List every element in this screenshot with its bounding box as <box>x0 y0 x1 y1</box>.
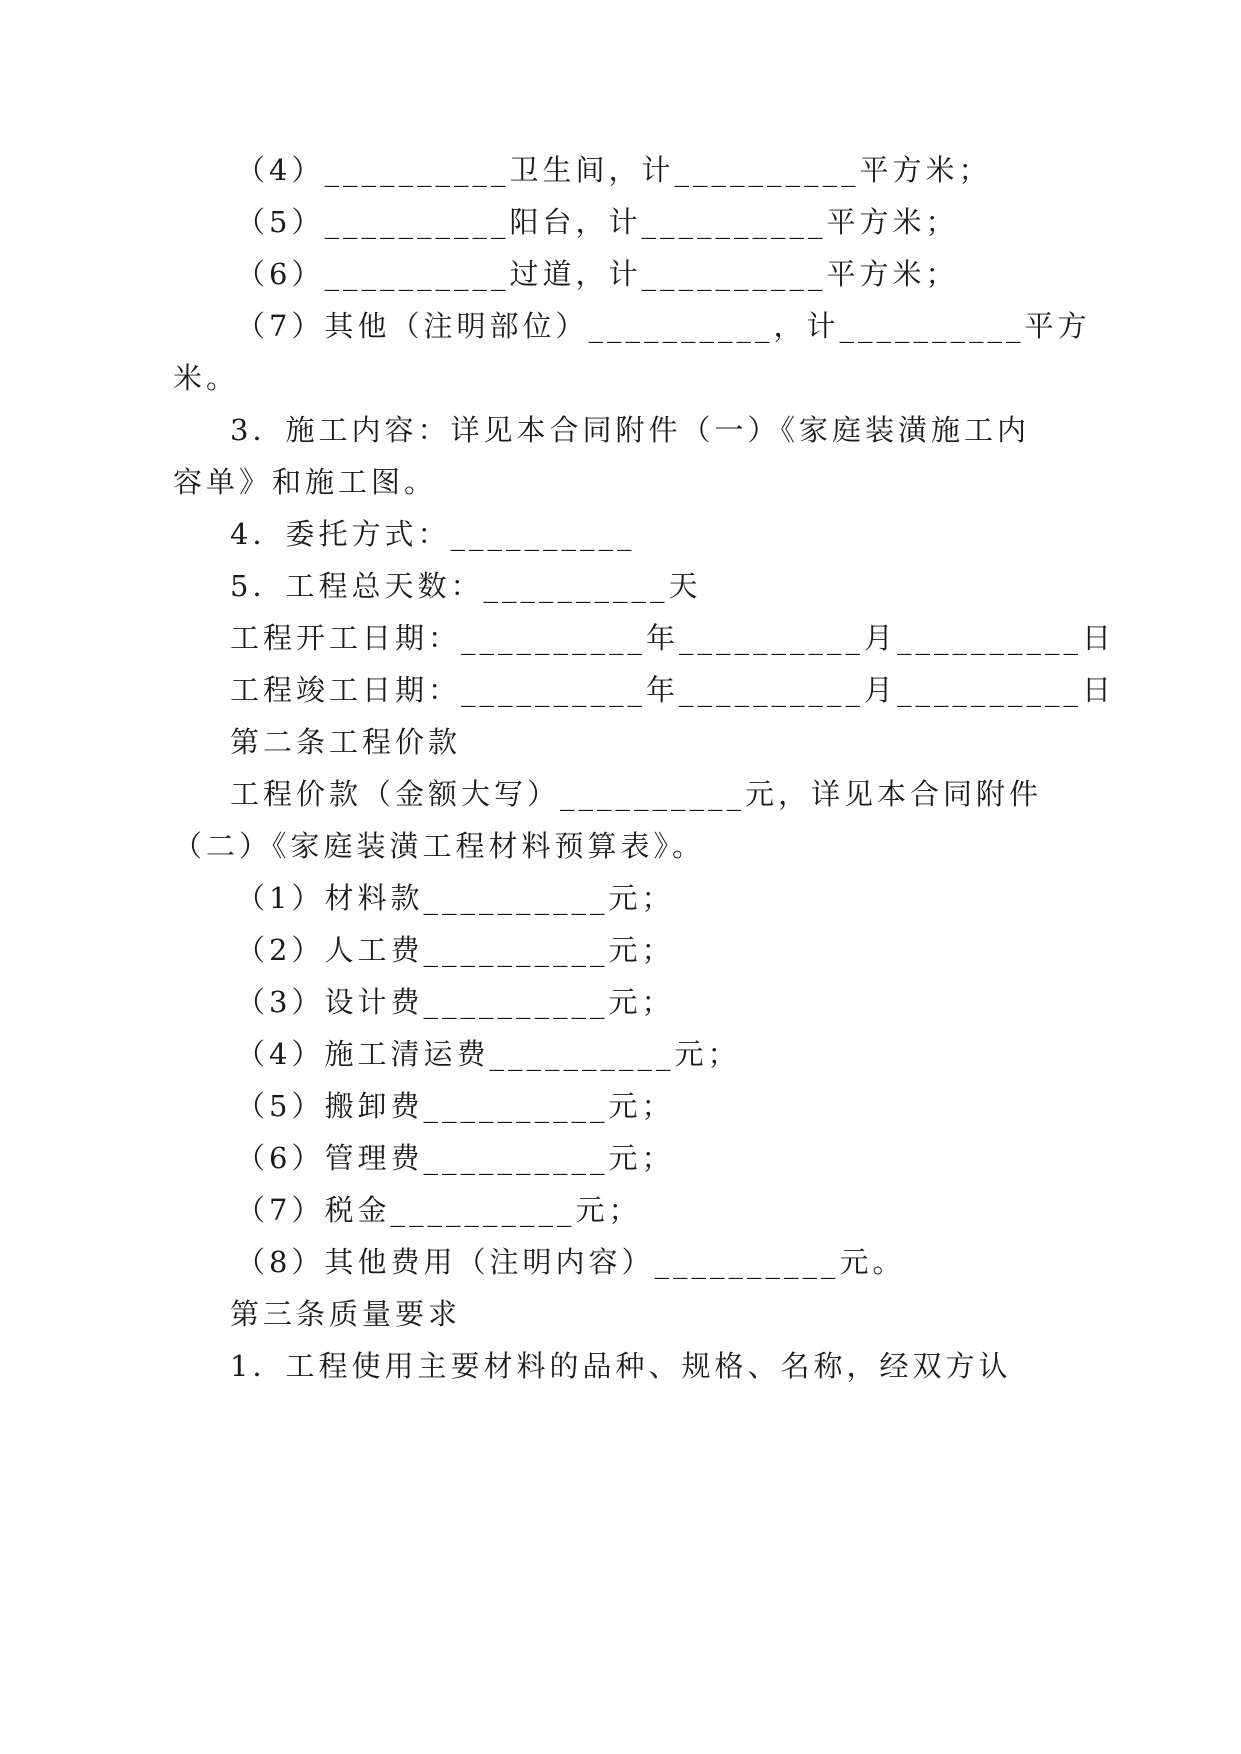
price-line: 工程价款（金额大写）__________元，详见本合同附件 <box>230 777 1043 811</box>
article-two-heading: 第二条工程价款 <box>230 725 462 759</box>
completion-date-line: 工程竣工日期：__________年__________月__________日 <box>230 673 1116 707</box>
area-balcony-line: （5）__________阳台，计__________平方米； <box>236 205 959 239</box>
area-corridor-line: （6）__________过道，计__________平方米； <box>236 257 959 291</box>
construction-content-line-cont: 容单》和施工图。 <box>173 465 438 499</box>
area-other-line-cont: 米。 <box>173 361 240 395</box>
start-date-line: 工程开工日期：__________年__________月__________日 <box>230 621 1116 655</box>
area-other-line: （7）其他（注明部位）__________，计__________平方 <box>236 309 1091 343</box>
management-fee-line: （6）管理费__________元； <box>236 1141 675 1175</box>
total-days-line: 5．工程总天数：__________天 <box>230 569 702 603</box>
labor-fee-line: （2）人工费__________元； <box>236 933 675 967</box>
commission-method-line: 4．委托方式：__________ <box>230 517 636 551</box>
price-line-cont: （二）《家庭装潢工程材料预算表》。 <box>173 829 706 863</box>
article-three-heading: 第三条质量要求 <box>230 1297 462 1331</box>
construction-content-line: 3．施工内容：详见本合同附件（一）《家庭装潢施工内 <box>230 413 1030 447</box>
material-fee-line: （1）材料款__________元； <box>236 881 675 915</box>
area-bathroom-line: （4）__________卫生间，计__________平方米； <box>236 153 992 187</box>
handling-fee-line: （5）搬卸费__________元； <box>236 1089 675 1123</box>
design-fee-line: （3）设计费__________元； <box>236 985 675 1019</box>
other-fee-line: （8）其他费用（注明内容）__________元。 <box>236 1245 906 1279</box>
cleanup-fee-line: （4）施工清运费__________元； <box>236 1037 741 1071</box>
material-requirement-line: 1．工程使用主要材料的品种、规格、名称，经双方认 <box>230 1349 1012 1383</box>
tax-line: （7）税金__________元； <box>236 1193 642 1227</box>
